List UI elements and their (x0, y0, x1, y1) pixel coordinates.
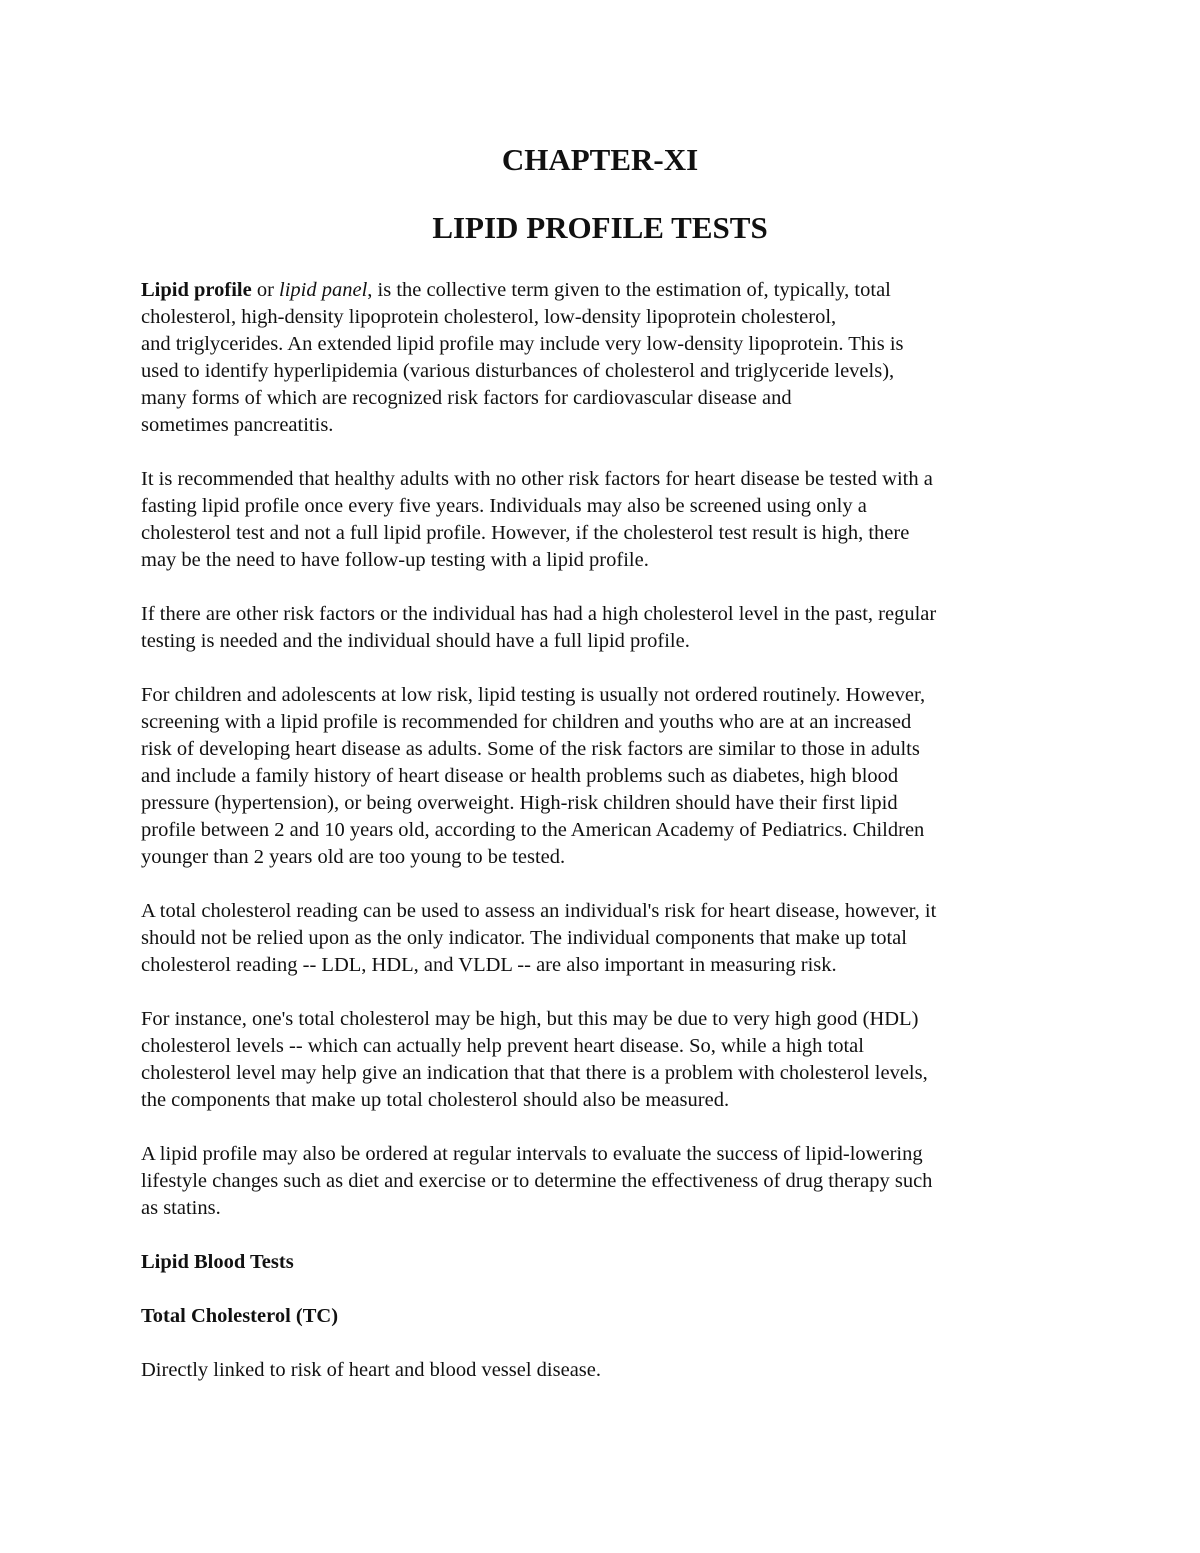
paragraph-line: cholesterol level may help give an indication that that there is a problem with cholesterol levels, (141, 1062, 928, 1084)
page-content (141, 140, 1059, 1384)
intro-line: and triglycerides. An extended lipid profile may include very low-density lipoprotein. This is (141, 333, 904, 355)
intro-term-italic: lipid panel (279, 279, 368, 301)
paragraph-line: testing is needed and the individual should have a full lipid profile. (141, 630, 690, 652)
paragraph-line: should not be relied upon as the only indicator. The individual components that make up total (141, 927, 907, 949)
intro-line: cholesterol, high-density lipoprotein cholesterol, low-density lipoprotein cholesterol, (141, 306, 837, 328)
paragraph-line: risk of developing heart disease as adults. Some of the risk factors are similar to those in adults (141, 738, 920, 760)
intro-term-bold: Lipid profile (141, 279, 252, 301)
subsection-heading: Total Cholesterol (TC) (141, 1305, 339, 1327)
paragraph-line: and include a family history of heart disease or health problems such as diabetes, high blood (141, 765, 899, 787)
paragraph-line: cholesterol test and not a full lipid profile. However, if the cholesterol test result is high, there (141, 522, 910, 544)
intro-paragraph (141, 277, 1059, 439)
chapter-label: CHAPTER-XI (501, 142, 699, 177)
paragraph-line: A total cholesterol reading can be used to assess an individual's risk for heart disease, however, it (141, 900, 937, 922)
intro-line: sometimes pancreatitis. (141, 414, 334, 436)
intro-line-rest: , is the collective term given to the estimation of, typically, total (367, 279, 891, 301)
paragraph-screening-adults (141, 466, 1059, 574)
paragraph-line: fasting lipid profile once every five years. Individuals may also be screened using only a (141, 495, 867, 517)
paragraph-line: the components that make up total cholesterol should also be measured. (141, 1089, 730, 1111)
paragraph-line: For children and adolescents at low risk, lipid testing is usually not ordered routinely. However, (141, 684, 926, 706)
paragraph-line: If there are other risk factors or the individual has had a high cholesterol level in the past, regular (141, 603, 937, 625)
intro-connector: or (251, 279, 280, 301)
intro-line: many forms of which are recognized risk factors for cardiovascular disease and (141, 387, 792, 409)
paragraph-line: pressure (hypertension), or being overweight. High-risk children should have their first lipid (141, 792, 898, 814)
paragraph-line: may be the need to have follow-up testing with a lipid profile. (141, 549, 649, 571)
paragraph-hdl-example (141, 1006, 1059, 1114)
paragraph-line: younger than 2 years old are too young to be tested. (141, 846, 566, 868)
paragraph-line: Directly linked to risk of heart and blood vessel disease. (141, 1359, 601, 1381)
intro-line (141, 277, 1059, 304)
paragraph-line: For instance, one's total cholesterol may be high, but this may be due to very high good (HDL) (141, 1008, 919, 1030)
paragraph-line: A lipid profile may also be ordered at regular intervals to evaluate the success of lipid-lowering (141, 1143, 923, 1165)
page-title: LIPID PROFILE TESTS (432, 210, 768, 245)
paragraph-children (141, 682, 1059, 871)
paragraph-line: as statins. (141, 1197, 221, 1219)
paragraph-line: screening with a lipid profile is recommended for children and youths who are at an increased (141, 711, 912, 733)
paragraph-line: lifestyle changes such as diet and exercise or to determine the effectiveness of drug therapy such (141, 1170, 933, 1192)
paragraph-line: cholesterol levels -- which can actually help prevent heart disease. So, while a high total (141, 1035, 864, 1057)
intro-line: used to identify hyperlipidemia (various disturbances of cholesterol and triglyceride levels), (141, 360, 895, 382)
paragraph-regular-intervals (141, 1141, 1059, 1222)
paragraph-total-cholesterol-reading (141, 898, 1059, 979)
paragraph-risk-factors (141, 601, 1059, 655)
section-heading: Lipid Blood Tests (141, 1251, 294, 1273)
paragraph-line: profile between 2 and 10 years old, according to the American Academy of Pediatrics. Children (141, 819, 925, 841)
paragraph-line: It is recommended that healthy adults with no other risk factors for heart disease be tested with a (141, 468, 933, 490)
paragraph-line: cholesterol reading -- LDL, HDL, and VLDL -- are also important in measuring risk. (141, 954, 837, 976)
final-paragraph (141, 1357, 1059, 1384)
